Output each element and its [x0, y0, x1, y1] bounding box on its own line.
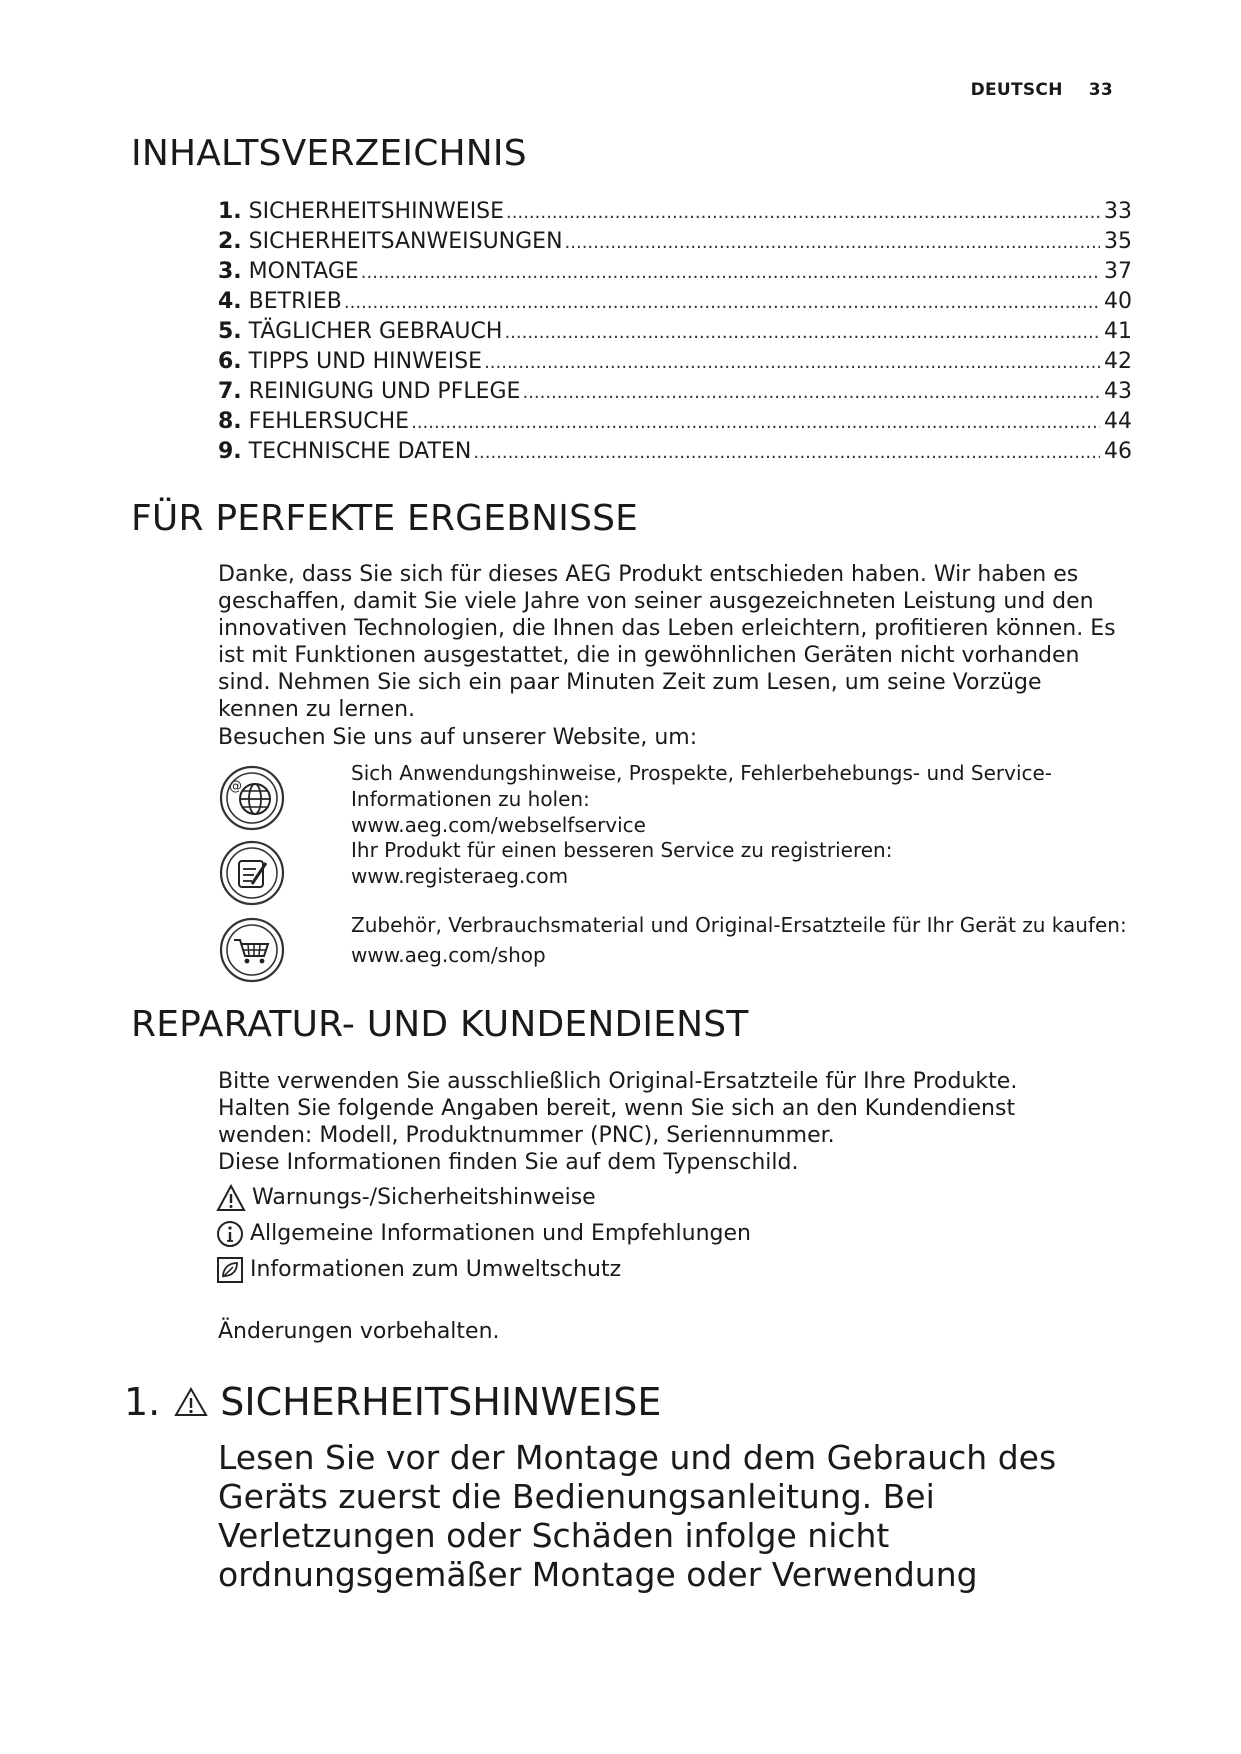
toc-label: BETRIEB [248, 289, 342, 314]
toc-number: 3. [218, 259, 242, 284]
chapter-heading [124, 1380, 661, 1424]
toc-label: FEHLERSUCHE [248, 409, 410, 434]
environment-icon [216, 1256, 244, 1284]
shopping-cart-icon [218, 916, 286, 984]
link-description: Ihr Produkt für einen besseren Service zu registrieren: [351, 838, 893, 862]
svg-text:@: @ [229, 779, 242, 794]
chapter-title: SICHERHEITSHINWEISE [220, 1380, 662, 1424]
toc-label: TECHNISCHE DATEN [248, 439, 472, 464]
toc-entry[interactable] [218, 317, 1132, 347]
toc-leader [484, 348, 1100, 378]
toc-number: 4. [218, 289, 242, 314]
warning-icon [174, 1387, 208, 1417]
toc-entry[interactable] [218, 227, 1132, 257]
link-description: Sich Anwendungshinweise, Prospekte, Fehlerbehebungs- und Service-Informationen zu holen: [351, 761, 1053, 811]
toc-label: SICHERHEITSANWEISUNGEN [248, 229, 563, 254]
page-number: 33 [1088, 80, 1113, 100]
toc-number: 5. [218, 319, 242, 344]
service-title: REPARATUR- UND KUNDENDIENST [131, 1004, 749, 1045]
toc-leader [506, 198, 1100, 228]
toc-number: 6. [218, 349, 242, 374]
results-intro: Danke, dass Sie sich für dieses AEG Produkt entschieden haben. Wir haben es geschaffen, damit Sie viele Jahre von seiner ausgezeichneten Leistung und den innovativen Technologien, die Ihnen das Leben erleichtern, profitieren können. Es ist mit Funktionen ausgestattet, die in gewöhnlichen Geräten nicht vorhanden sind. Nehmen Sie sich ein paar Minuten Zeit zum Lesen, um seine Vorzüge kennen zu lernen. [218, 562, 1116, 722]
toc-page: 43 [1104, 379, 1132, 404]
service-body: Bitte verwenden Sie ausschließlich Original-Ersatzteile für Ihre Produkte. Halten Sie folgende Angaben bereit, wenn Sie sich an den Kundendienst wenden: Modell, Produktnummer (PNC), Seriennummer. [218, 1069, 1018, 1148]
service-body-2: Diese Informationen finden Sie auf dem Typenschild. [218, 1150, 799, 1175]
toc-title: INHALTSVERZEICHNIS [131, 133, 527, 174]
toc-page: 33 [1104, 199, 1132, 224]
toc-entry[interactable] [218, 347, 1132, 377]
toc-page: 44 [1104, 409, 1132, 434]
toc-entry[interactable] [218, 437, 1132, 467]
legend-item-warning [216, 1180, 751, 1216]
change-note: Änderungen vorbehalten. [218, 1319, 500, 1344]
toc-page: 46 [1104, 439, 1132, 464]
toc-leader [504, 318, 1100, 348]
link-description: Zubehör, Verbrauchsmaterial und Original-Ersatzteile für Ihr Gerät zu kaufen: [351, 913, 1127, 937]
toc-number: 2. [218, 229, 242, 254]
toc-label: TÄGLICHER GEBRAUCH [248, 319, 503, 344]
globe-icon [218, 764, 286, 832]
toc-entry[interactable] [218, 377, 1132, 407]
results-visit: Besuchen Sie uns auf unserer Website, um: [218, 725, 698, 750]
header-language: DEUTSCH [970, 80, 1063, 100]
toc-leader [473, 438, 1100, 468]
toc-leader [565, 228, 1100, 258]
toc-entry[interactable] [218, 407, 1132, 437]
toc-page: 42 [1104, 349, 1132, 374]
registration-icon [218, 839, 286, 907]
toc-entry[interactable] [218, 257, 1132, 287]
toc-entry[interactable] [218, 197, 1132, 227]
toc-page: 37 [1104, 259, 1132, 284]
toc-leader [361, 258, 1100, 288]
link-url[interactable]: www.aeg.com/shop [351, 943, 546, 967]
chapter-number: 1. [124, 1380, 161, 1424]
toc-number: 9. [218, 439, 242, 464]
toc-label: MONTAGE [248, 259, 359, 284]
legend-item-environment [216, 1252, 751, 1288]
toc-number: 7. [218, 379, 242, 404]
toc-page: 35 [1104, 229, 1132, 254]
toc-page: 40 [1104, 289, 1132, 314]
legend-label: Allgemeine Informationen und Empfehlungen [250, 1221, 751, 1246]
info-icon [216, 1220, 244, 1248]
toc-label: TIPPS UND HINWEISE [248, 349, 483, 374]
warning-icon [216, 1184, 246, 1212]
symbol-legend [216, 1180, 751, 1288]
toc-label: SICHERHEITSHINWEISE [248, 199, 505, 224]
toc-leader [344, 288, 1100, 318]
toc-page: 41 [1104, 319, 1132, 344]
link-url[interactable]: www.aeg.com/webselfservice [351, 813, 646, 837]
link-url[interactable]: www.registeraeg.com [351, 864, 569, 888]
toc-number: 8. [218, 409, 242, 434]
toc-number: 1. [218, 199, 242, 224]
toc-leader [411, 408, 1100, 438]
results-title: FÜR PERFEKTE ERGEBNISSE [131, 498, 639, 539]
legend-label: Warnungs-/Sicherheitshinweise [252, 1185, 596, 1210]
table-of-contents [218, 197, 1132, 467]
legend-label: Informationen zum Umweltschutz [250, 1257, 622, 1282]
chapter-intro: Lesen Sie vor der Montage und dem Gebrauch des Geräts zuerst die Bedienungsanleitung. Bei Verletzungen oder Schäden infolge nicht ordnungsgemäßer Montage oder Verwendung [218, 1438, 1057, 1594]
running-header [971, 80, 1113, 100]
toc-label: REINIGUNG UND PFLEGE [248, 379, 521, 404]
legend-item-info [216, 1216, 751, 1252]
toc-leader [522, 378, 1100, 408]
toc-entry[interactable] [218, 287, 1132, 317]
